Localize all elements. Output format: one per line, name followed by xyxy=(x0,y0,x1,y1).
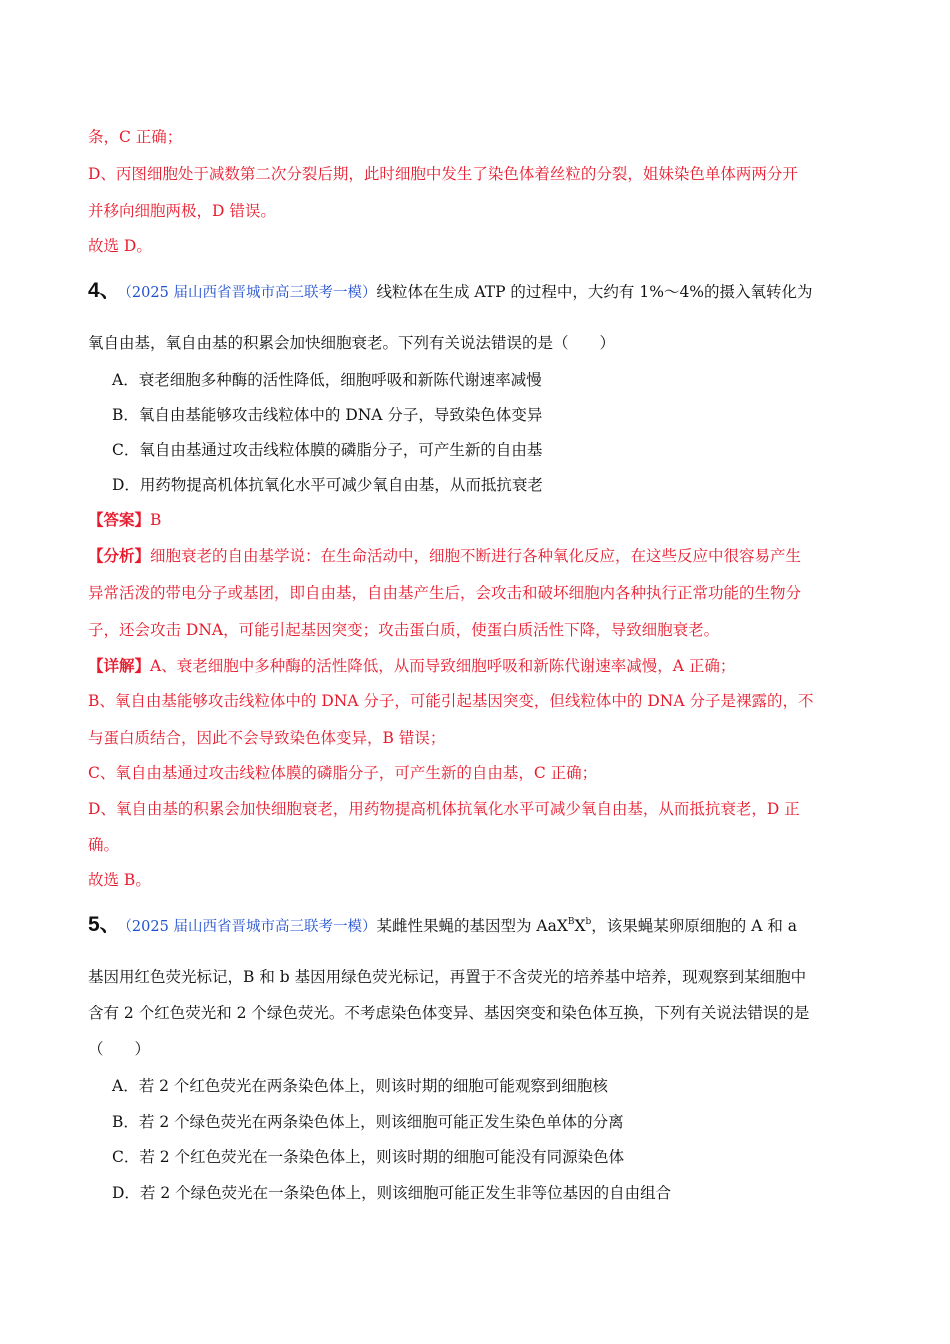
analysis-text-1: 细胞衰老的自由基学说：在生命活动中，细胞不断进行各种氧化反应，在这些反应中很容易产生 xyxy=(150,547,802,565)
question-4-option-d: D．用药物提高机体抗氧化水平可减少氧自由基，从而抵抗衰老 xyxy=(112,476,543,494)
question-5-stem-line-4: （ ） xyxy=(88,1040,151,1058)
question-4-option-a: A．衰老细胞多种酶的活性降低，细胞呼吸和新陈代谢速率减慢 xyxy=(112,371,542,389)
question-4-conclusion: 故选 B。 xyxy=(88,871,151,889)
question-4-detail-line-3: 与蛋白质结合，因此不会导致染色体变异，B 错误； xyxy=(88,729,446,747)
question-5-option-c: C．若 2 个红色荧光在一条染色体上，则该时期的细胞可能没有同源染色体 xyxy=(112,1148,625,1166)
answer-value: B xyxy=(150,511,162,529)
question-5-option-b: B．若 2 个绿色荧光在两条染色体上，则该细胞可能正发生染色单体的分离 xyxy=(112,1113,624,1131)
question-4-stem-line-2: 氧自由基，氧自由基的积累会加快细胞衰老。下列有关说法错误的是（ ） xyxy=(88,334,616,352)
question-4-number: 4、 xyxy=(88,279,121,302)
question-5-stem-part-2: X xyxy=(574,917,586,935)
prev-answer-line-1: 条，C 正确； xyxy=(88,128,183,146)
question-4-detail-line-6: 确。 xyxy=(88,836,120,854)
question-5-number: 5、 xyxy=(88,913,121,936)
question-4-detail-line-5: D、氧自由基的积累会加快细胞衰老，用药物提高机体抗氧化水平可减少氧自由基，从而抵抗衰老，D 正 xyxy=(88,800,800,818)
prev-answer-line-2: D、丙图细胞处于减数第二次分裂后期，此时细胞中发生了染色体着丝粒的分裂，姐妹染色单体两两分开 xyxy=(88,165,798,183)
question-5-stem-part-1: 某雌性果蝇的基因型为 AaX xyxy=(376,917,568,935)
detail-text-1: A、衰老细胞中多种酶的活性降低，从而导致细胞呼吸和新陈代谢速率减慢，A 正确； xyxy=(150,657,736,675)
question-4-analysis-line-3: 子，还会攻击 DNA，可能引起基因突变；攻击蛋白质，使蛋白质活性下降，导致细胞衰老。 xyxy=(88,621,720,639)
question-5-option-a: A．若 2 个红色荧光在两条染色体上，则该时期的细胞可能观察到细胞核 xyxy=(112,1077,608,1095)
question-4-detail-line-4: C、氧自由基通过攻击线粒体膜的磷脂分子，可产生新的自由基，C 正确； xyxy=(88,764,598,782)
question-5-source: （2025 届山西省晋城市高三联考一模） xyxy=(124,919,377,935)
question-4-detail-line-1 xyxy=(88,655,735,677)
prev-answer-line-3: 并移向细胞两极，D 错误。 xyxy=(88,202,276,220)
question-5-option-d: D．若 2 个绿色荧光在一条染色体上，则该细胞可能正发生非等位基因的自由组合 xyxy=(112,1184,672,1202)
question-5-header xyxy=(88,914,797,938)
answer-label: 【答案】 xyxy=(88,510,151,529)
question-4-option-c: C．氧自由基通过攻击线粒体膜的磷脂分子，可产生新的自由基 xyxy=(112,441,543,459)
prev-answer-conclusion: 故选 D。 xyxy=(88,237,152,255)
question-4-analysis-line-1 xyxy=(88,545,801,567)
question-4-header xyxy=(88,280,813,304)
question-4-analysis-line-2: 异常活泼的带电分子或基团，即自由基，自由基产生后，会攻击和破坏细胞内各种执行正常功能的生物分 xyxy=(88,584,802,602)
question-5-stem-line-3: 含有 2 个红色荧光和 2 个绿色荧光。不考虑染色体变异、基因突变和染色体互换，下列有关说法错误的是 xyxy=(88,1004,810,1022)
superscript-b-lower: b xyxy=(585,917,592,927)
question-4-source: （2025 届山西省晋城市高三联考一模） xyxy=(124,285,377,301)
question-4-option-b: B．氧自由基能够攻击线粒体中的 DNA 分子，导致染色体变异 xyxy=(112,406,543,424)
question-4-stem-line-1: 线粒体在生成 ATP 的过程中，大约有 1%～4%的摄入氧转化为 xyxy=(376,283,813,301)
question-5-stem-part-3: ，该果蝇某卵原细胞的 A 和 a xyxy=(591,917,798,935)
analysis-label: 【分析】 xyxy=(88,546,151,565)
question-4-answer xyxy=(88,509,161,531)
detail-label: 【详解】 xyxy=(88,656,151,675)
question-5-stem-line-2: 基因用红色荧光标记，B 和 b 基因用绿色荧光标记，再置于不含荧光的培养基中培养，现观察到某细胞中 xyxy=(88,968,807,986)
superscript-b-upper: B xyxy=(567,917,575,927)
question-4-detail-line-2: B、氧自由基能够攻击线粒体中的 DNA 分子，可能引起基因突变，但线粒体中的 DNA 分子是裸露的，不 xyxy=(88,692,814,710)
